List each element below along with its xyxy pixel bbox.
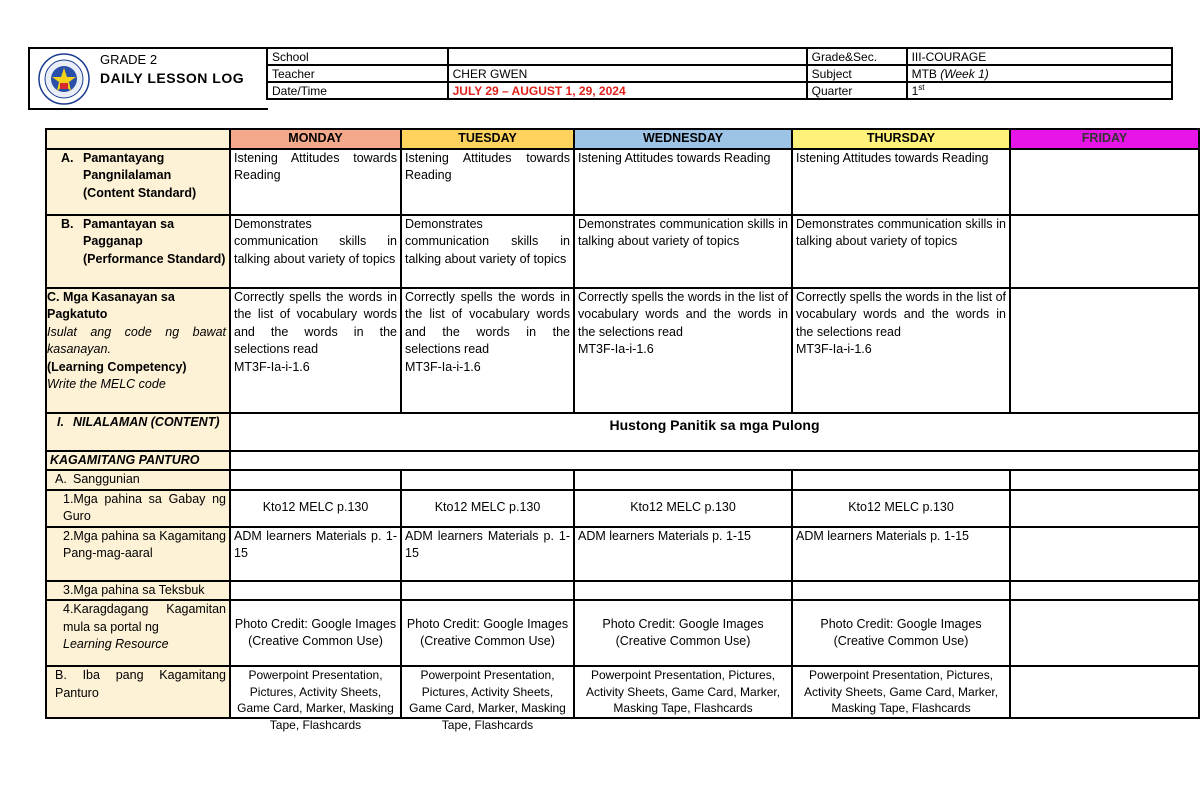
- teksbuk-thursday: [792, 581, 1010, 601]
- performance-standard-heading: [61, 216, 226, 269]
- subject-week: (Week 1): [940, 66, 989, 81]
- gabay-tuesday: Kto12 MELC p.130: [401, 490, 574, 527]
- pangmag-thursday: ADM learners Materials p. 1-15: [792, 527, 1010, 581]
- day-monday: MONDAY: [230, 129, 401, 149]
- competency-monday: [230, 288, 401, 413]
- competency-code: MT3F-Ia-i-1.6: [796, 342, 872, 356]
- content-standard-friday: [1010, 149, 1199, 215]
- portal-friday: [1010, 600, 1199, 666]
- learning-competency-title: C. Mga Kasanayan sa Pagkatuto: [47, 289, 175, 321]
- performance-standard-row: [46, 215, 1199, 288]
- competency-code: MT3F-Ia-i-1.6: [405, 359, 481, 374]
- portal-monday: [230, 600, 401, 666]
- sanggunian-wednesday: [574, 470, 792, 490]
- day-header-row: [46, 129, 1199, 149]
- sanggunian-label: [46, 470, 230, 490]
- kagamitan-value: [230, 451, 1199, 471]
- teacher-value: CHER GWEN: [448, 65, 807, 82]
- kagamitan-label: KAGAMITANG PANTURO: [46, 451, 230, 471]
- portal-label-text: 4.Karagdagang Kagamitan mula sa portal ng: [63, 602, 226, 634]
- iba-tuesday: [401, 666, 574, 732]
- portal-thursday: [792, 600, 1010, 666]
- iba-text: Powerpoint Presentation, Pictures, Activity Sheets, Game Card, Marker, Masking Tape, Flashcards: [409, 668, 566, 732]
- sanggunian-monday: [230, 470, 401, 490]
- iba-monday: [230, 666, 401, 732]
- pangmag-friday: [1010, 527, 1199, 581]
- competency-thursday: [792, 288, 1010, 413]
- performance-standard-thursday: Demonstrates communication skills in talking about variety of topics: [792, 215, 1010, 288]
- performance-standard-label: [46, 215, 230, 288]
- subject-name: MTB: [911, 66, 937, 81]
- portal-label: [46, 600, 230, 666]
- lesson-table: [45, 128, 1200, 732]
- teksbuk-monday: [230, 581, 401, 601]
- competency-text: Correctly spells the words in the list of vocabulary words and the words in the selections read: [796, 289, 1006, 339]
- sanggunian-friday: [1010, 470, 1199, 490]
- gabay-friday: [1010, 490, 1199, 527]
- pangmag-label: 2.Mga pahina sa Kagamitang Pang-mag-aaral: [46, 527, 230, 581]
- content-standard-monday: Istening Attitudes towards Reading: [230, 149, 401, 215]
- header-info-table: [266, 47, 1173, 100]
- datetime-value: JULY 29 – AUGUST 1, 29, 2024: [448, 82, 807, 99]
- page-title: DAILY LESSON LOG: [100, 70, 245, 86]
- learning-competency-instruction: Isulat ang code ng bawat kasanayan.: [47, 324, 226, 356]
- performance-standard-wednesday: Demonstrates communication skills in talking about variety of topics: [574, 215, 792, 288]
- header: [28, 47, 1173, 108]
- day-thursday: THURSDAY: [792, 129, 1010, 149]
- quarter-number: 1: [911, 84, 919, 98]
- content-standard-tuesday: Istening Attitudes towards Reading: [401, 149, 574, 215]
- iba-text: Powerpoint Presentation, Pictures, Activity Sheets, Game Card, Marker, Masking Tape, Flashcards: [237, 668, 394, 732]
- day-friday: FRIDAY: [1010, 129, 1199, 149]
- teksbuk-friday: [1010, 581, 1199, 601]
- iba-wednesday: [574, 666, 792, 718]
- gabay-label: 1.Mga pahina sa Gabay ng Guro: [46, 490, 230, 527]
- content-title: NILALAMAN (CONTENT): [73, 414, 220, 429]
- portal-label-resource: Learning Resource: [63, 637, 169, 651]
- content-standard-row: [46, 149, 1199, 215]
- gabay-wednesday: Kto12 MELC p.130: [574, 490, 792, 527]
- portal-license: (Creative Common Use): [420, 634, 555, 648]
- portal-license: (Creative Common Use): [615, 634, 751, 648]
- gabay-row: [46, 490, 1199, 527]
- sanggunian-marker: A.: [55, 472, 67, 486]
- logo-box: [28, 47, 268, 110]
- competency-text: Correctly spells the words in the list of vocabulary words and the words in the selections read: [234, 289, 397, 356]
- deped-seal-icon: [38, 53, 90, 105]
- competency-text: Correctly spells the words in the list of vocabulary words and the words in the selections read: [405, 289, 570, 356]
- teksbuk-label: 3.Mga pahina sa Teksbuk: [46, 581, 230, 601]
- iba-label: B. Iba pang Kagamitang Panturo: [46, 666, 230, 718]
- learning-competency-label: [46, 288, 230, 413]
- pangmag-row: [46, 527, 1199, 581]
- pangmag-wednesday: ADM learners Materials p. 1-15: [574, 527, 792, 581]
- teacher-label: Teacher: [267, 65, 448, 82]
- content-standard-label: [46, 149, 230, 215]
- competency-text: Correctly spells the words in the list of vocabulary words and the words in the selections read: [578, 289, 788, 339]
- content-label: [46, 413, 230, 451]
- performance-standard-friday: [1010, 215, 1199, 288]
- portal-wednesday: [574, 600, 792, 666]
- teksbuk-tuesday: [401, 581, 574, 601]
- performance-standard-marker: B.: [61, 216, 74, 231]
- iba-friday: [1010, 666, 1199, 718]
- performance-standard-tuesday: Demonstrates communication skills in talking about variety of topics: [401, 215, 574, 288]
- content-value: Hustong Panitik sa mga Pulong: [230, 413, 1199, 451]
- quarter-label: Quarter: [807, 82, 907, 99]
- quarter-value: [907, 82, 1172, 99]
- content-standard-heading: [61, 150, 226, 203]
- content-standard-thursday: Istening Attitudes towards Reading: [792, 149, 1010, 215]
- school-value: [448, 48, 807, 65]
- competency-code: MT3F-Ia-i-1.6: [234, 359, 310, 374]
- iba-thursday: [792, 666, 1010, 718]
- school-label: School: [267, 48, 448, 65]
- portal-tuesday: [401, 600, 574, 666]
- performance-standard-title: Pamantayan sa Pagganap (Performance Standard): [83, 216, 226, 266]
- content-heading: [57, 414, 226, 432]
- performance-standard-monday: Demonstrates communication skills in talking about variety of topics: [230, 215, 401, 288]
- sanggunian-tuesday: [401, 470, 574, 490]
- content-standard-wednesday: Istening Attitudes towards Reading: [574, 149, 792, 215]
- competency-friday: [1010, 288, 1199, 413]
- teksbuk-wednesday: [574, 581, 792, 601]
- subject-value: [907, 65, 1172, 82]
- competency-tuesday: [401, 288, 574, 413]
- sanggunian-title: Sanggunian: [73, 472, 140, 486]
- iba-row: [46, 666, 1199, 718]
- gabay-monday: Kto12 MELC p.130: [230, 490, 401, 527]
- competency-code: MT3F-Ia-i-1.6: [578, 342, 654, 356]
- gradesec-value: III-COURAGE: [907, 48, 1172, 65]
- content-standard-title: Pamantayang Pangnilalaman (Content Standard): [83, 150, 197, 200]
- competency-wednesday: [574, 288, 792, 413]
- portal-credit: Photo Credit: Google Images: [234, 616, 397, 631]
- content-row: [46, 413, 1199, 451]
- kagamitan-row: [46, 451, 1199, 471]
- portal-credit: Photo Credit: Google Images: [602, 616, 764, 631]
- learning-competency-subtitle: (Learning Competency): [47, 359, 187, 374]
- portal-license: (Creative Common Use): [833, 634, 969, 648]
- portal-credit: Photo Credit: Google Images: [820, 616, 982, 631]
- gradesec-label: Grade&Sec.: [807, 48, 907, 65]
- quarter-suffix: st: [918, 83, 925, 92]
- pangmag-monday: ADM learners Materials p. 1-15: [230, 527, 401, 581]
- portal-credit: Photo Credit: Google Images: [406, 616, 569, 631]
- teksbuk-row: [46, 581, 1199, 601]
- pangmag-tuesday: ADM learners Materials p. 1-15: [401, 527, 574, 581]
- portal-row: [46, 600, 1199, 666]
- content-marker: I.: [57, 414, 64, 429]
- portal-license: (Creative Common Use): [248, 634, 383, 648]
- sanggunian-thursday: [792, 470, 1010, 490]
- day-tuesday: TUESDAY: [401, 129, 574, 149]
- learning-competency-melc-note: Write the MELC code: [47, 377, 166, 391]
- iba-text: Powerpoint Presentation, Pictures, Activity Sheets, Game Card, Marker, Masking Tape, Flashcards: [803, 668, 999, 715]
- subject-label: Subject: [807, 65, 907, 82]
- content-standard-marker: A.: [61, 150, 74, 165]
- datetime-label: Date/Time: [267, 82, 448, 99]
- iba-text: Powerpoint Presentation, Pictures, Activity Sheets, Game Card, Marker, Masking Tape, Flashcards: [585, 668, 781, 715]
- corner-cell: [46, 129, 230, 149]
- grade-label: GRADE 2: [100, 52, 158, 67]
- day-wednesday: WEDNESDAY: [574, 129, 792, 149]
- learning-competency-row: [46, 288, 1199, 413]
- gabay-thursday: Kto12 MELC p.130: [792, 490, 1010, 527]
- sanggunian-row: [46, 470, 1199, 490]
